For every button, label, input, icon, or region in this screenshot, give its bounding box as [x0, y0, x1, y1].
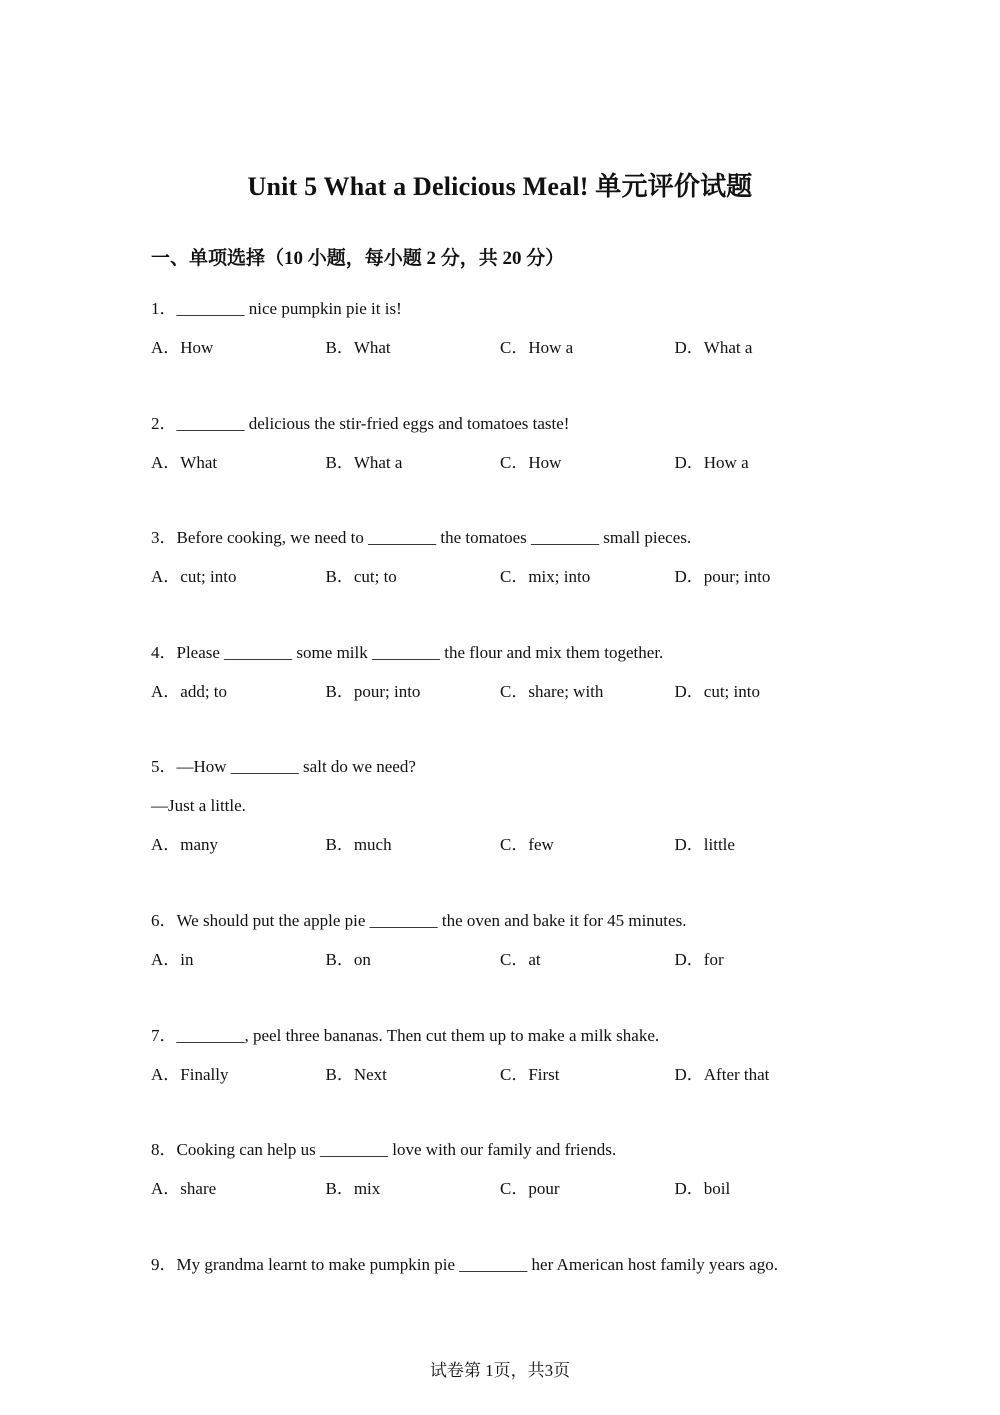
question-stem: 7．________, peel three bananas. Then cut them up to make a milk shake.	[151, 1025, 660, 1045]
section-heading: 一、单项选择（10 小题，每小题 2 分，共 20 分）	[151, 248, 565, 269]
option-c: C．share; with	[500, 681, 604, 701]
option-c: C．few	[500, 835, 554, 854]
question-stem: 8．Cooking can help us ________ love with our family and friends.	[151, 1140, 617, 1159]
question-7	[151, 1024, 851, 1139]
question-6	[151, 909, 851, 1024]
option-c: C．at	[500, 950, 541, 969]
question-1	[151, 297, 851, 412]
question-dialogue-reply: —Just a little.	[151, 796, 246, 815]
option-a: A．share	[151, 1179, 217, 1198]
option-c: C．First	[500, 1064, 560, 1084]
option-b: B．cut; to	[325, 567, 397, 586]
option-row	[151, 336, 851, 360]
option-d: D．for	[674, 950, 724, 969]
question-stem: 3．Before cooking, we need to ________ the tomatoes ________ small pieces.	[151, 528, 692, 547]
option-row	[151, 833, 851, 857]
option-d: D．little	[674, 835, 735, 854]
option-b: B．What a	[325, 452, 403, 472]
page-title: Unit 5 What a Delicious Meal! 单元评价试题	[247, 172, 753, 201]
question-9	[151, 1253, 851, 1368]
option-b: B．pour; into	[325, 681, 421, 701]
option-b: B．on	[325, 950, 371, 969]
option-a: A．How	[151, 338, 214, 357]
option-a: A．Finally	[151, 1064, 229, 1084]
question-stem: 1．________ nice pumpkin pie it is!	[151, 299, 402, 318]
page-footer: 试卷第 1页，共3页	[429, 1361, 571, 1380]
option-d: D．What a	[674, 338, 753, 357]
question-stem: 5．—How ________ salt do we need?	[151, 757, 416, 776]
option-b: B．much	[325, 835, 392, 854]
question-5	[151, 755, 851, 909]
option-d: D．boil	[674, 1179, 731, 1198]
option-row	[151, 451, 851, 475]
question-3	[151, 526, 851, 641]
option-row	[151, 1063, 851, 1087]
option-a: A．many	[151, 835, 219, 854]
option-c: C．How a	[500, 338, 574, 357]
option-b: B．What	[325, 338, 391, 357]
question-4	[151, 641, 851, 756]
question-stem: 9．My grandma learnt to make pumpkin pie ________ her American host family years ago.	[151, 1254, 778, 1274]
option-d: D．After that	[674, 1064, 770, 1084]
question-stem: 4．Please ________ some milk ________ the flour and mix them together.	[151, 642, 664, 662]
option-row	[151, 680, 851, 704]
question-stem: 6．We should put the apple pie ________ the oven and bake it for 45 minutes.	[151, 911, 687, 930]
option-d: D．cut; into	[674, 681, 760, 701]
option-a: A．add; to	[151, 681, 228, 701]
option-a: A．What	[151, 452, 218, 472]
question-8	[151, 1138, 851, 1253]
option-d: D．pour; into	[674, 567, 771, 586]
option-row	[151, 948, 851, 972]
option-a: A．cut; into	[151, 567, 237, 586]
option-row	[151, 1177, 851, 1201]
question-stem: 2．________ delicious the stir-fried eggs and tomatoes taste!	[151, 413, 570, 433]
option-c: C．mix; into	[500, 567, 591, 586]
option-a: A．in	[151, 950, 194, 969]
question-list	[151, 297, 851, 1367]
option-d: D．How a	[674, 452, 749, 472]
option-b: B．Next	[325, 1064, 387, 1084]
option-row	[151, 565, 851, 589]
option-c: C．pour	[500, 1179, 560, 1198]
option-b: B．mix	[325, 1179, 381, 1198]
option-c: C．How	[500, 452, 562, 472]
question-2	[151, 412, 851, 527]
